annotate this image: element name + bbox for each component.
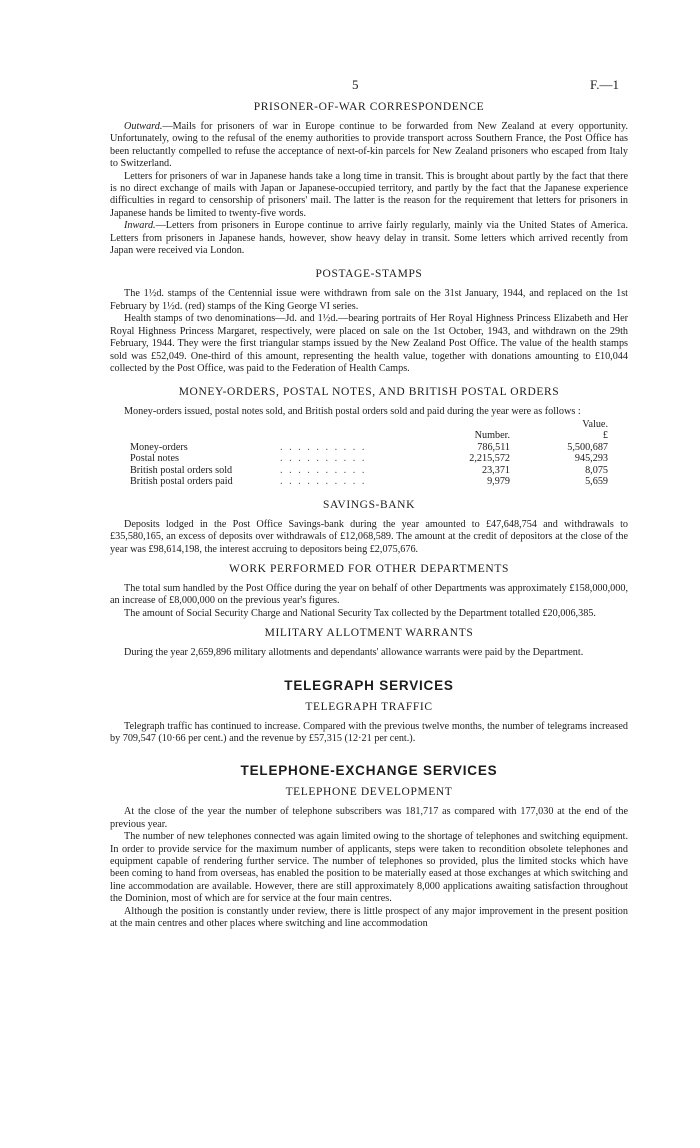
pow-outward-body: —Mails for prisoners of war in Europe continue to be forwarded from New Zealand at every opportunity. Unfortunately, owing to the refusal of the enemy authorities to provide transport across Southern France, the Post Office has been reluctantly compelled to refuse the acceptance of next-of-kin parcels for New Zealand prisoners who escaped from Italy to Switzerland. — [110, 121, 628, 170]
pow-inward-lead: Inward. — [124, 220, 156, 232]
table-row — [130, 442, 608, 454]
pow-paragraph-outward — [110, 121, 628, 171]
savings-paragraph: Deposits lodged in the Post Office Savings-bank during the year amounted to £47,648,754 and withdrawals to £35,580,165, an excess of deposits over withdrawals of £12,068,589. The amount at the credit of depositors at the close of the year was £98,614,198, the interest accruing to depositors being £2,075,676. — [110, 518, 628, 555]
telephone-heading: TELEPHONE DEVELOPMENT — [285, 786, 453, 799]
page-number: 5 — [352, 77, 359, 92]
row-number: 2,215,572 — [469, 453, 510, 465]
row-label: Postal notes — [130, 453, 179, 465]
row-leader: . . . . . . . . . . — [280, 476, 367, 488]
work-heading: WORK PERFORMED FOR OTHER DEPARTMENTS — [229, 562, 509, 575]
pow-inward-body: —Letters from prisoners in Europe continue to arrive fairly regularly, mainly via the United States of America. Letters from prisoners in Japanese hands, however, show heavy delay in transit. Some letters which arrived recently from Japan were received via London. — [110, 220, 628, 257]
table-row — [130, 476, 608, 488]
telephone-title: TELEPHONE-EXCHANGE SERVICES — [240, 763, 498, 779]
military-heading: MILITARY ALLOTMENT WARRANTS — [264, 627, 474, 640]
telephone-paragraph-3: Although the position is constantly under review, there is little prospect of any major improvement in the present position at the main centres and other places where switching and line accommodation — [110, 905, 628, 930]
pow-paragraph-inward — [110, 220, 628, 257]
table-row — [130, 453, 608, 465]
money-intro: Money-orders issued, postal notes sold, and British postal orders sold and paid during the year were as follows : — [124, 406, 581, 418]
col-number-label: Number. — [474, 430, 510, 442]
telegraph-paragraph: Telegraph traffic has continued to increase. Compared with the previous twelve months, the number of telegrams increased by 709,547 (10·66 per cent.) and the revenue by £57,315 (12·21 per cent.). — [110, 720, 628, 744]
pow-paragraph-japan: Letters for prisoners of war in Japanese hands take a long time in transit. This is brought about partly by the fact that there is no direct exchange of mails with Japan or Japanese-occupied territory, and partly by the fact that the Japanese experience difficulties in regard to censorship of prisoners' mail. The latter is the reason for the requirement that letters for prisoners in Japanese hands be limited to twenty-five words. — [110, 170, 628, 219]
row-leader: . . . . . . . . . . — [280, 464, 367, 476]
row-value: 5,500,687 — [567, 441, 608, 453]
row-leader: . . . . . . . . . . — [280, 453, 367, 465]
row-value: 945,293 — [574, 453, 608, 465]
col-value-unit: £ — [602, 430, 608, 442]
savings-heading: SAVINGS-BANK — [323, 498, 415, 511]
money-table-header-2 — [130, 430, 608, 442]
row-leader: . . . . . . . . . . — [280, 441, 367, 453]
stamps-paragraph-2: Health stamps of two denominations—Jd. and 1½d.—bearing portraits of Her Royal Highness Princess Elizabeth and Her Royal Highness Princess Margaret, respectively, were placed on sale on the 1st October, 1943, and withdrawn on the 29th February, 1944. They were the first triangular stamps issued by the New Zealand Post Office. The value of the health stamps sold was £52,049. One-third of this amount, representing the health value, together with donations amounting to £10,044 collected by the Post Office, was paid to the Federation of Health Camps. — [110, 313, 628, 374]
row-number: 786,511 — [477, 441, 510, 453]
stamps-paragraph-1: The 1½d. stamps of the Centennial issue were withdrawn from sale on the 31st January, 1944, and replaced on the 1st February by 1½d. (red) stamps of the King George VI series. — [110, 288, 628, 312]
page-reference: F.—1 — [590, 77, 619, 92]
telegraph-title: TELEGRAPH SERVICES — [284, 677, 454, 693]
pow-heading: PRISONER-OF-WAR CORRESPONDENCE — [253, 101, 485, 113]
row-label: Money-orders — [130, 441, 188, 453]
money-table-header — [130, 419, 608, 431]
row-number: 9,979 — [487, 476, 510, 488]
telephone-paragraph-2: The number of new telephones connected was again limited owing to the shortage of telephones and switching equipment. In order to provide service for the maximum number of applicants, steps were taken to recondition obsolete telephones and equipment capable of rendering further service. The number of telephones so provided, plus the limited stocks which have been coming to hand from overseas, has enabled the position to be materially eased at those exchanges at which switching and line accommodation are available. However, there are still approximately 8,000 applications awaiting satisfaction throughout the Dominion, most of which are for service at the four main centres. — [110, 831, 628, 905]
table-row — [130, 465, 608, 477]
row-value: 8,075 — [585, 464, 608, 476]
row-number: 23,371 — [481, 464, 510, 476]
page-body — [110, 100, 628, 930]
money-heading: MONEY-ORDERS, POSTAL NOTES, AND BRITISH POSTAL ORDERS — [178, 386, 560, 399]
stamps-heading: POSTAGE-STAMPS — [315, 268, 423, 281]
telephone-paragraph-1: At the close of the year the number of telephone subscribers was 181,717 as compared with 177,030 at the end of the previous year. — [110, 806, 628, 830]
work-paragraph-1: The total sum handled by the Post Office during the year on behalf of other Departments was approximately £158,000,000, an increase of £8,000,000 on the previous year's figures. — [110, 582, 628, 607]
work-paragraph-2: The amount of Social Security Charge and National Security Tax collected by the Department totalled £20,006,385. — [124, 607, 596, 619]
money-table — [130, 419, 608, 488]
telegraph-heading: TELEGRAPH TRAFFIC — [305, 700, 433, 713]
pow-outward-lead: Outward. — [124, 121, 163, 132]
row-label: British postal orders sold — [130, 464, 233, 476]
row-value: 5,659 — [585, 476, 608, 488]
military-paragraph: During the year 2,659,896 military allotments and dependants' allowance warrants were paid by the Department. — [124, 647, 584, 659]
row-label: British postal orders paid — [130, 476, 233, 488]
col-value-label: Value. — [582, 418, 608, 430]
